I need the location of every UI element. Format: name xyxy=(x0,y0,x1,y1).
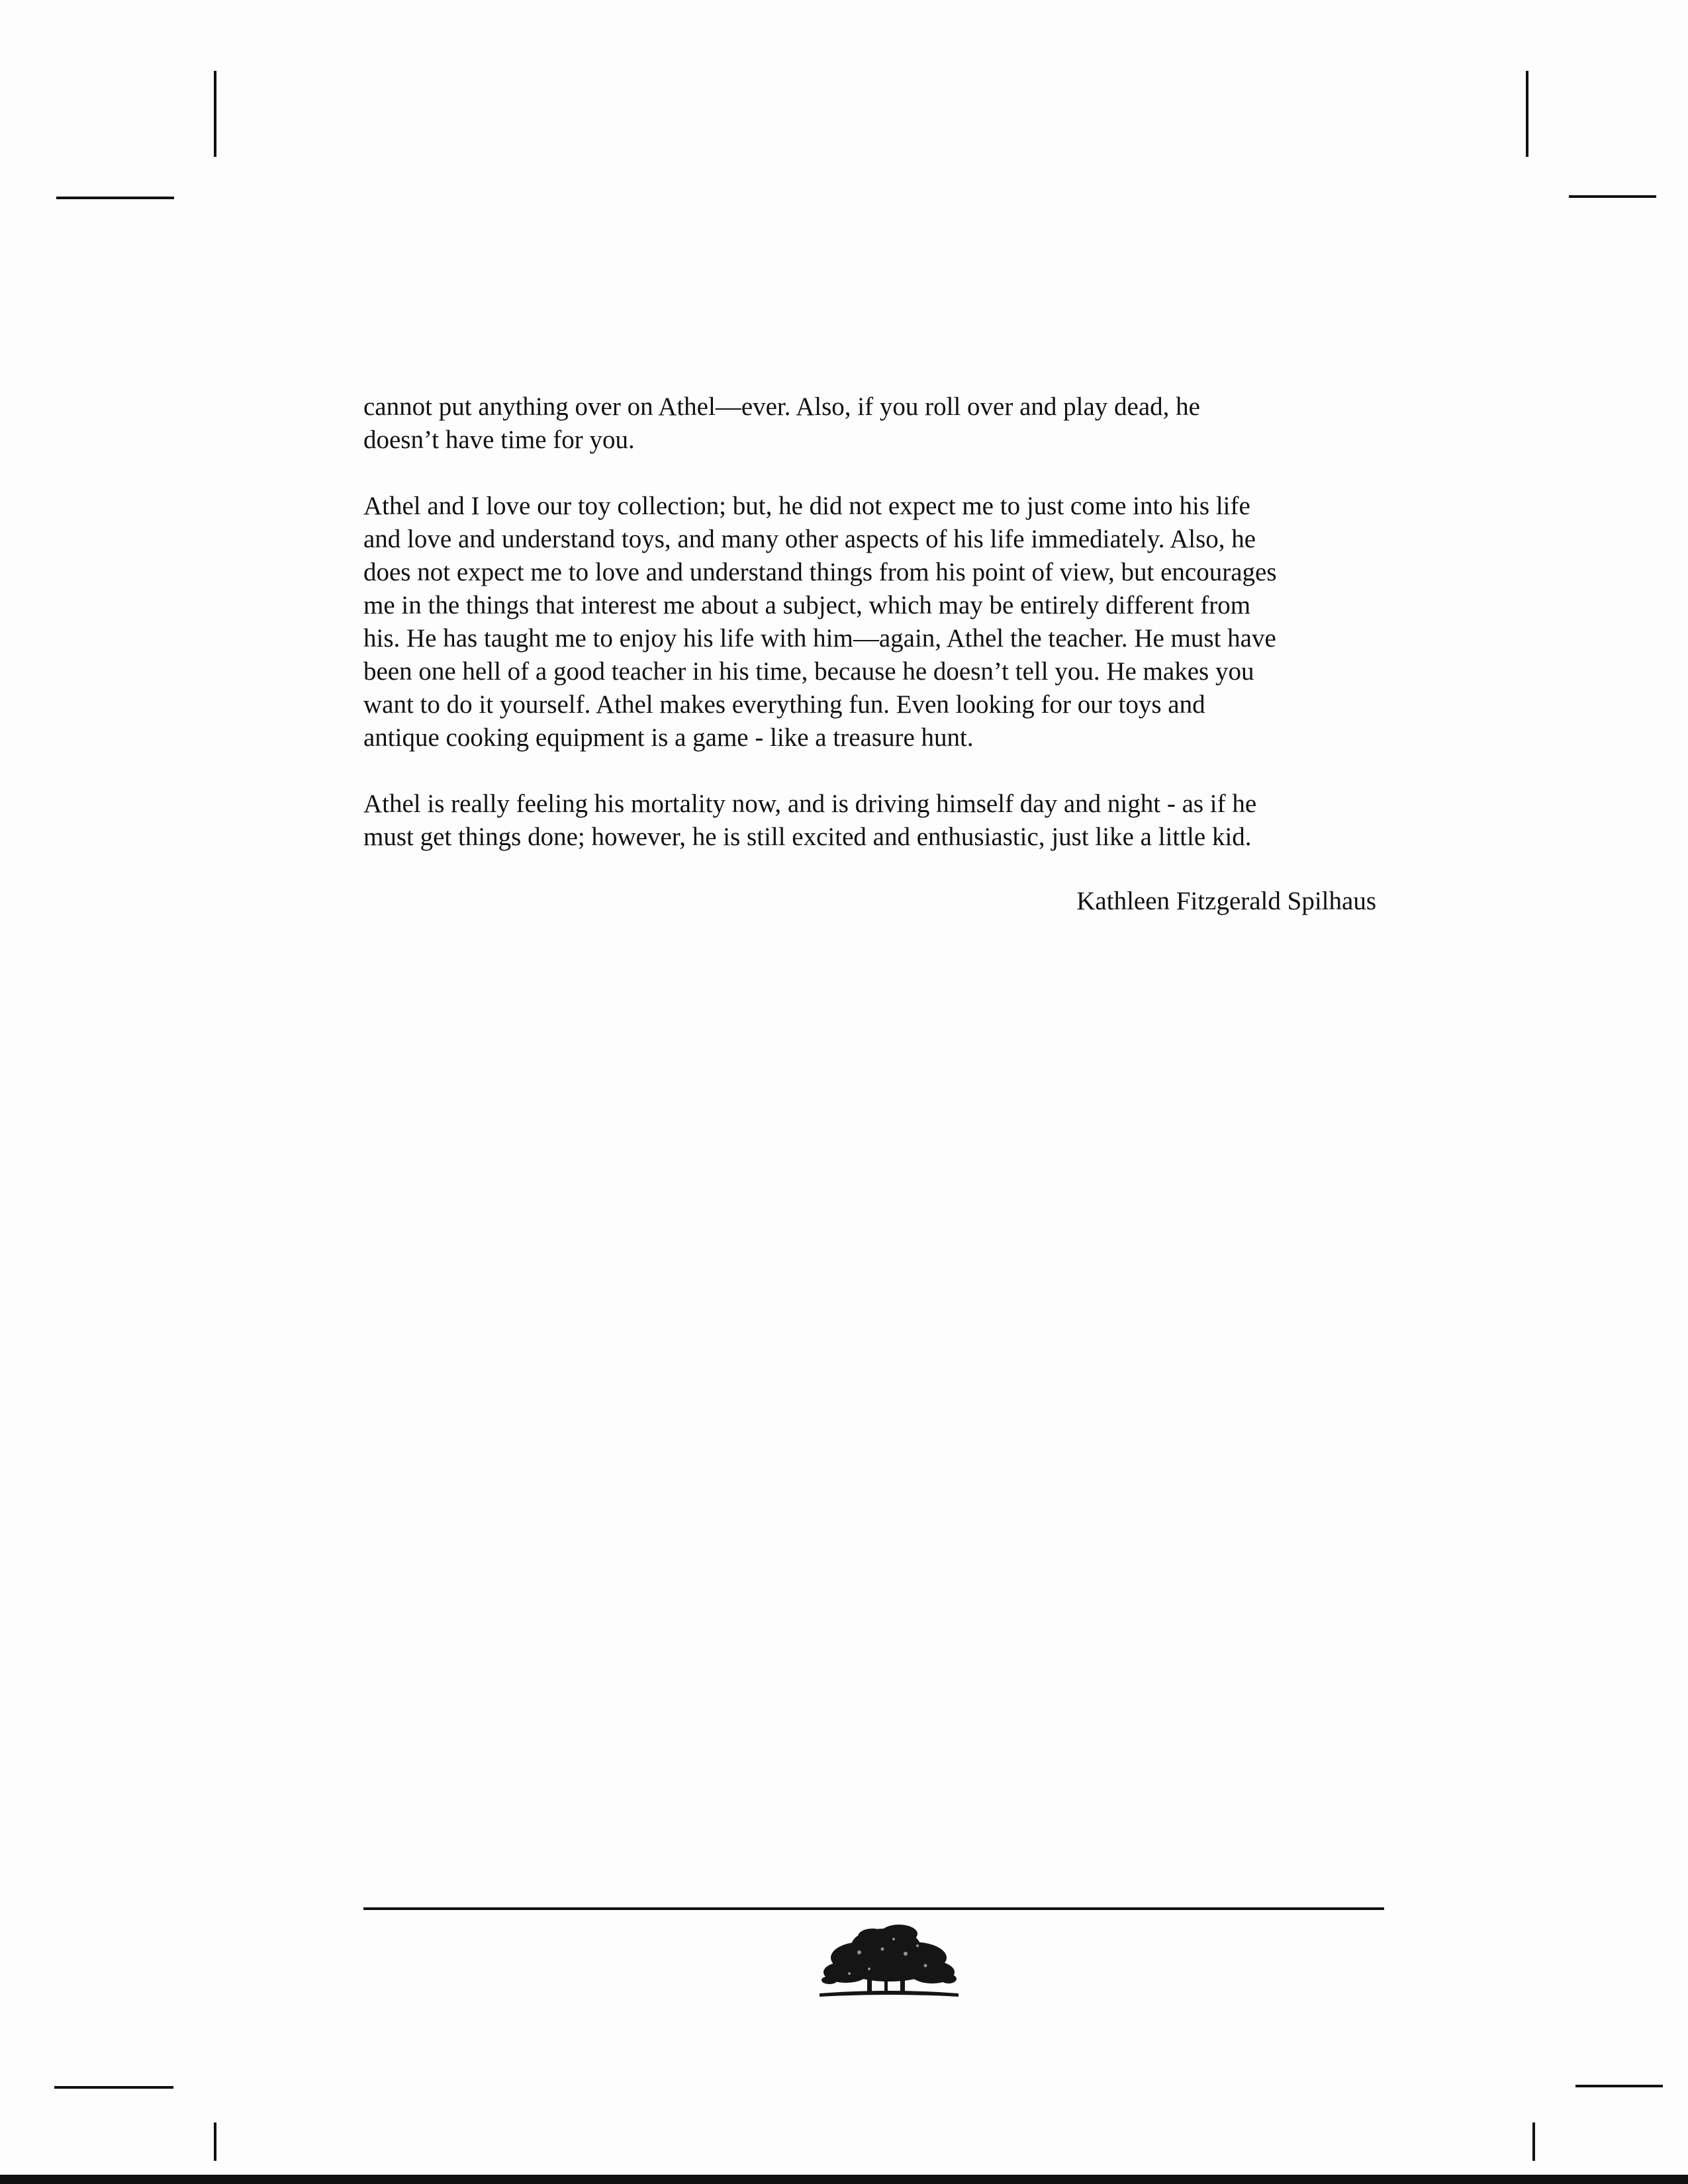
crop-mark-top-left-horizontal xyxy=(56,197,174,199)
crop-mark-bottom-right-horizontal xyxy=(1575,2085,1663,2087)
crop-mark-top-right-horizontal xyxy=(1569,195,1656,198)
scan-bottom-edge xyxy=(0,2175,1688,2184)
crop-mark-top-right-vertical xyxy=(1526,71,1528,157)
signature: Kathleen Fitzgerald Spilhaus xyxy=(1076,887,1376,915)
crop-mark-bottom-right-vertical xyxy=(1532,2122,1535,2161)
paragraph-3: Athel is really feeling his mortality now, and is driving himself day and night - as if he must get things done; however, he is still excited and enthusiastic, just like a little kid. xyxy=(363,790,1257,851)
paragraph-2: Athel and I love our toy collection; but, he did not expect me to just come into his life and love and understand toys, and many other aspects of his life immediately. Also, he does not expect me to love and understand things from his point of view, but encourages me in the things that interest me about a subject, which may be entirely different from his. He has taught me to enjoy his life with him—again, Athel the teacher. He must have been one hell of a good teacher in his time, because he doesn’t tell you. He makes you want to do it yourself. Athel makes everything fun. Even looking for our toys and antique cooking equipment is a game - like a treasure hunt. xyxy=(363,492,1277,752)
oak-tree-icon xyxy=(820,1919,959,2009)
crop-mark-bottom-left-horizontal xyxy=(54,2086,173,2089)
crop-mark-top-left-vertical xyxy=(214,71,216,157)
footer-rule xyxy=(363,1907,1384,1910)
paragraph-1: cannot put anything over on Athel—ever. Also, if you roll over and play dead, he doesn’t have time for you. xyxy=(363,392,1200,454)
crop-mark-bottom-left-vertical xyxy=(214,2122,216,2161)
letter-body xyxy=(363,390,1386,887)
